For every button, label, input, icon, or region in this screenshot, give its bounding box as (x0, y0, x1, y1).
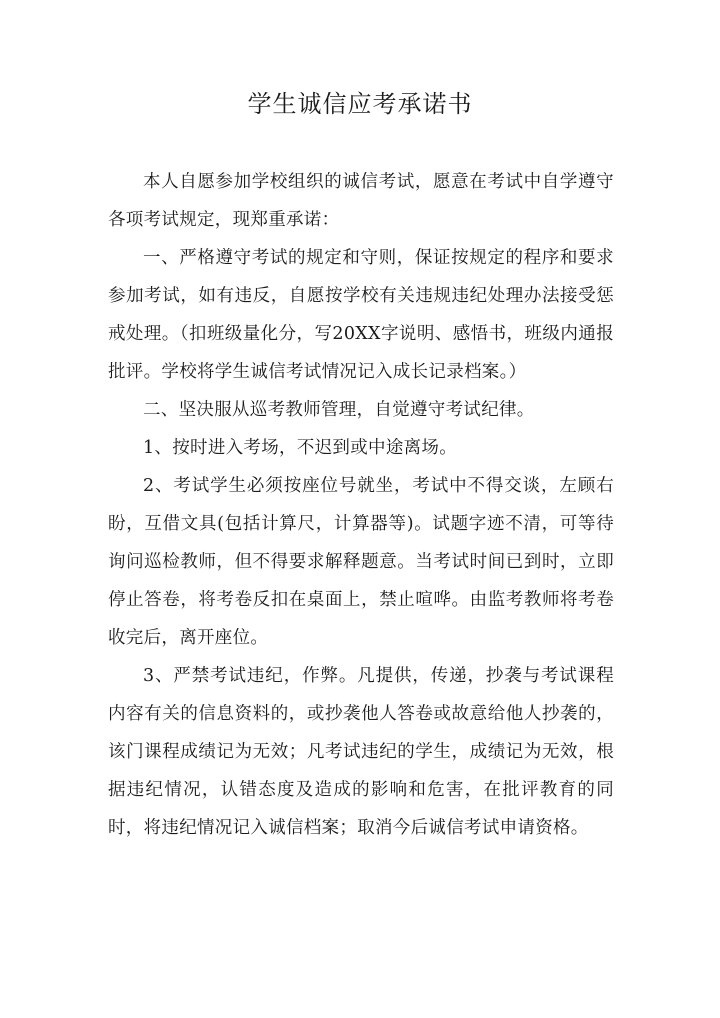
document-title: 学生诚信应考承诺书 (247, 90, 473, 118)
paragraph-clause-2: 二、坚决服从巡考教师管理，自觉遵守考试纪律。 (143, 400, 535, 420)
paragraph-intro: 本人自愿参加学校组织的诚信考试，愿意在考试中自学遵守各项考试规定，现郑重承诺： (108, 172, 614, 230)
paragraph-item-3: 3、严禁考试违纪，作弊。凡提供，传递，抄袭与考试课程内容有关的信息资料的，或抄袭他人答卷或故意给他人抄袭的，该门课程成绩记为无效；凡考试违纪的学生，成绩记为无效，根据违纪情况，认错态度及造成的影响和危害，在批评教育的同时，将违纪情况记入诚信档案；取消今后诚信考试申请资格。 (108, 666, 614, 838)
paragraph-item-2: 2、考试学生必须按座位号就坐，考试中不得交谈，左顾右盼，互借文具(包括计算尺，计算器等)。试题字迹不清，可等待询问巡检教师，但不得要求解释题意。当考试时间已到时，立即停止答卷，将考卷反扣在桌面上，禁止喧哗。由监考教师将考卷收完后，离开座位。 (108, 476, 614, 648)
document-body (108, 163, 614, 847)
paragraph-item-1: 1、按时进入考场，不迟到或中途离场。 (143, 438, 458, 458)
paragraph-clause-1: 一、严格遵守考试的规定和守则，保证按规定的程序和要求参加考试，如有违反，自愿按学校有关违规违纪处理办法接受惩戒处理。（扣班级量化分，写20XX字说明、感悟书，班级内通报批评。学校将学生诚信考试情况记入成长记录档案。） (108, 248, 614, 382)
